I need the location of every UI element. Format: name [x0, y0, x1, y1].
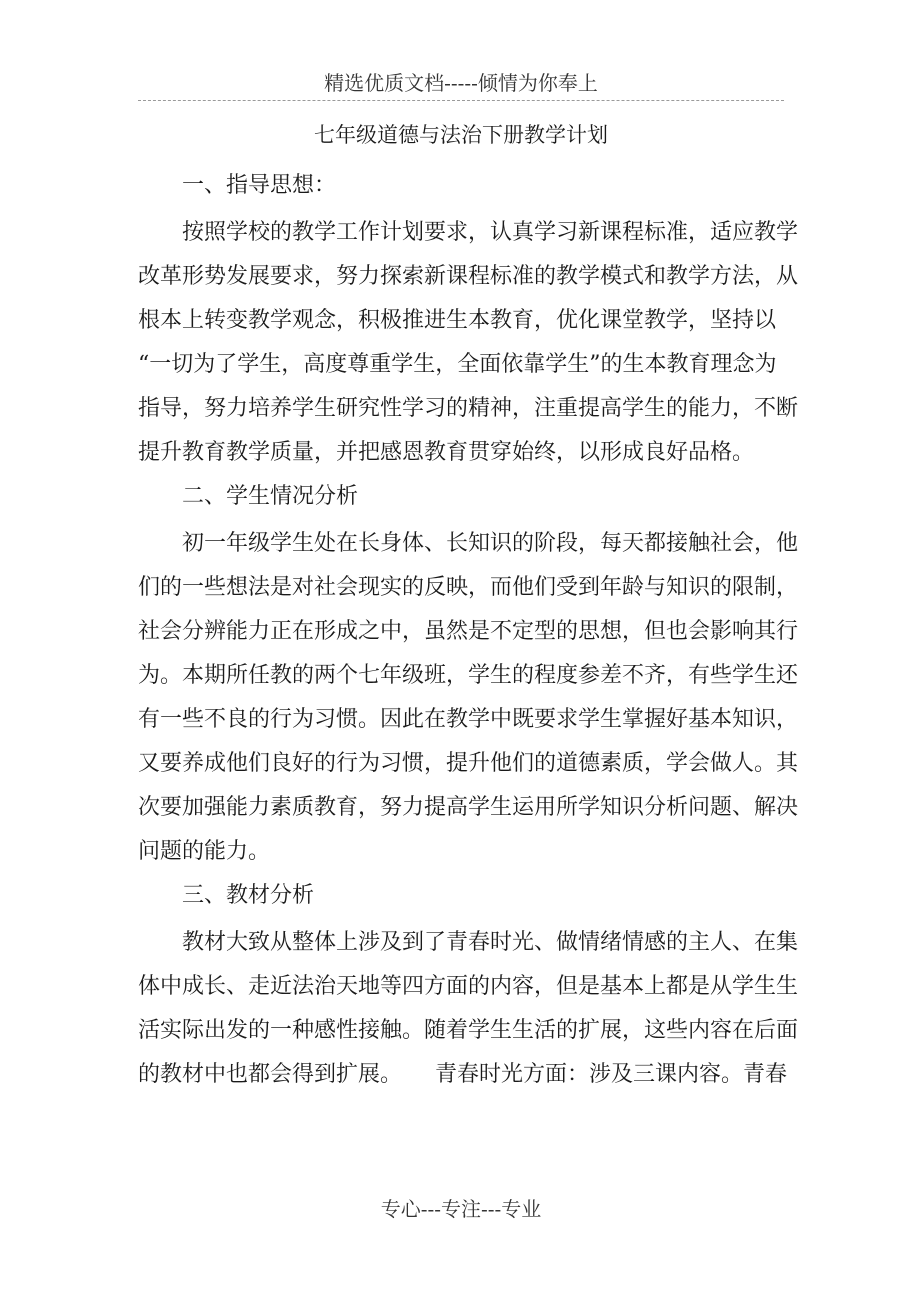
section-student-analysis	[138, 475, 799, 874]
paragraph-line: 体中成长、走近法治天地等四方面的内容，但是基本上都是从学生生	[138, 974, 799, 999]
paragraph-line: 有一些不良的行为习惯。因此在教学中既要求学生掌握好基本知识，	[138, 707, 799, 732]
paragraph-line: 问题的能力。	[138, 839, 271, 864]
paragraph-line: 又要养成他们良好的行为习惯，提升他们的道德素质，学会做人。其	[138, 751, 799, 776]
section-heading: 二、学生情况分析	[182, 484, 359, 509]
paragraph-line: 次要加强能力素质教育，努力提高学生运用所学知识分析问题、解决	[138, 795, 799, 820]
paragraph-line: 们的一些想法是对社会现实的反映，而他们受到年龄与知识的限制，	[138, 575, 799, 600]
document-title: 七年级道德与法治下册教学计划	[314, 123, 608, 147]
paragraph-line: “一切为了学生，高度尊重学生，全面依靠学生”的生本教育理念为	[138, 352, 777, 377]
paragraph-line: 的教材中也都会得到扩展。 青春时光方面：涉及三课内容。青春	[138, 1062, 788, 1087]
paragraph-line: 按照学校的教学工作计划要求，认真学习新课程标准，适应教学	[138, 220, 799, 245]
paragraph-line: 提升教育教学质量，并把感恩教育贯穿始终，以形成良好品格。	[138, 440, 755, 465]
page-header: 精选优质文档-----倾情为你奉上	[138, 66, 784, 101]
paragraph-line: 教材大致从整体上涉及到了青春时光、做情绪情感的主人、在集	[138, 930, 799, 955]
paragraph-line: 改革形势发展要求，努力探索新课程标准的教学模式和教学方法，从	[138, 264, 799, 289]
section-heading: 一、指导思想：	[182, 173, 337, 198]
paragraph-line: 指导，努力培养学生研究性学习的精神，注重提高学生的能力，不断	[138, 396, 799, 421]
section-heading: 三、教材分析	[182, 883, 315, 908]
paragraph-line: 活实际出发的一种感性接触。随着学生生活的扩展，这些内容在后面	[138, 1018, 799, 1043]
section-guiding-ideology	[138, 164, 799, 475]
paragraph-line: 社会分辨能力正在形成之中，虽然是不定型的思想，但也会影响其行	[138, 619, 799, 644]
paragraph-line: 根本上转变教学观念，积极推进生本教育，优化课堂教学，坚持以	[138, 308, 777, 333]
page-footer: 专心---专注---专业	[380, 1197, 542, 1221]
document-body	[138, 112, 799, 1097]
paragraph-line: 初一年级学生处在长身体、长知识的阶段，每天都接触社会，他	[138, 531, 799, 556]
section-textbook-analysis	[138, 874, 799, 1097]
paragraph-line: 为。本期所任教的两个七年级班，学生的程度参差不齐，有些学生还	[138, 663, 799, 688]
